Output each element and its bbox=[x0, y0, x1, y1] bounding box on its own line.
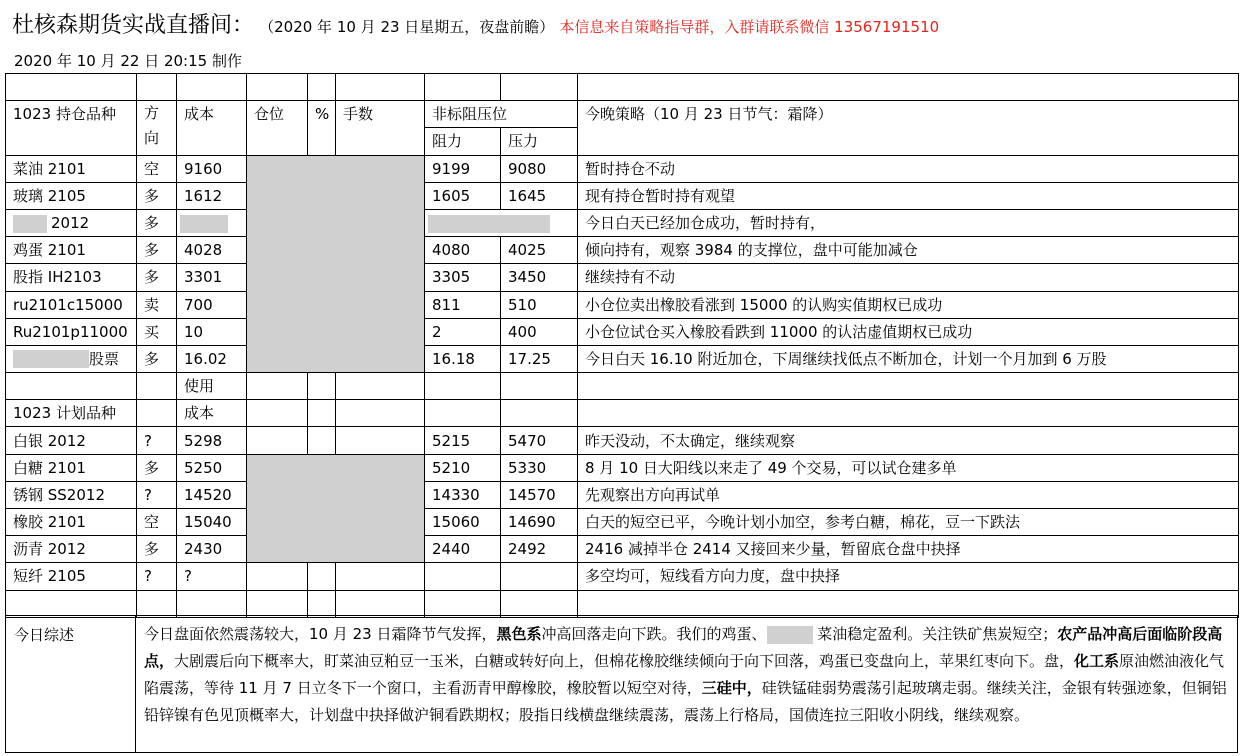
holding-cost: 16.02 bbox=[177, 345, 247, 372]
holding-cost: 9160 bbox=[177, 155, 247, 182]
table-row bbox=[6, 481, 1239, 508]
holding-cost: 1612 bbox=[177, 182, 247, 209]
daily-summary bbox=[5, 615, 1238, 753]
holding-pressure: 4025 bbox=[501, 237, 578, 264]
percent-header: % bbox=[308, 101, 336, 155]
plan-pressure: 5470 bbox=[501, 427, 578, 454]
plan-cost: ? bbox=[177, 563, 247, 590]
pressure-header: 压力 bbox=[501, 128, 578, 155]
cost-header: 成本 bbox=[177, 101, 247, 155]
plan-name: 短纤 2105 bbox=[6, 563, 137, 590]
holding-pressure: 3450 bbox=[501, 264, 578, 291]
plan-cost: 15040 bbox=[177, 509, 247, 536]
redacted-plan-block bbox=[247, 454, 425, 563]
position-header: 仓位 bbox=[247, 101, 308, 155]
table-row bbox=[6, 345, 1239, 372]
plan-cost: 5250 bbox=[177, 454, 247, 481]
table-row bbox=[6, 318, 1239, 345]
holding-direction: 多 bbox=[137, 345, 177, 372]
use-label: 使用 bbox=[177, 373, 247, 400]
plan-title: 1023 计划品种 bbox=[6, 400, 137, 427]
holding-strategy: 现有持仓暂时持有观望 bbox=[578, 182, 1239, 209]
resistance-header: 阻力 bbox=[425, 128, 501, 155]
nonstandard-header: 非标阻压位 bbox=[425, 101, 578, 128]
plan-cost: 14520 bbox=[177, 481, 247, 508]
table-row bbox=[6, 155, 1239, 182]
plan-direction: 多 bbox=[137, 454, 177, 481]
plan-header-row bbox=[6, 400, 1239, 427]
holding-strategy: 暂时持仓不动 bbox=[578, 155, 1239, 182]
table-row bbox=[6, 264, 1239, 291]
holding-strategy: 倾向持有，观察 3984 的支撑位，盘中可能加减仓 bbox=[578, 237, 1239, 264]
redacted-name bbox=[13, 350, 89, 368]
holding-strategy: 继续持有不动 bbox=[578, 264, 1239, 291]
holding-direction: 多 bbox=[137, 209, 177, 236]
plan-pressure: 2492 bbox=[501, 536, 578, 563]
holding-pressure: 17.25 bbox=[501, 345, 578, 372]
holding-cost: 700 bbox=[177, 291, 247, 318]
holding-name: Ru2101p11000 bbox=[6, 318, 137, 345]
plan-direction: 空 bbox=[137, 509, 177, 536]
summary-part: 硅铁锰硅弱势震荡引起玻璃走弱。继续关注，金银有转强迹象，但铜铝铅锌镍有色见顶概率大，计划盘中抉择做沪铜看跌期权；股指日线横盘继续震荡，震荡上行格局，国债连拉三阳收小阴线，继续观察。 bbox=[144, 679, 1227, 724]
holding-direction: 空 bbox=[137, 155, 177, 182]
holding-name: ru2101c15000 bbox=[6, 291, 137, 318]
holding-levels-cell bbox=[425, 209, 578, 236]
redacted-levels bbox=[428, 215, 550, 233]
plan-resistance: 14330 bbox=[425, 481, 501, 508]
summary-bold: 农产品冲高后面临阶段高点， bbox=[144, 625, 1223, 670]
plan-strategy: 昨天没动，不太确定，继续观察 bbox=[578, 427, 1239, 454]
plan-pressure bbox=[501, 563, 578, 590]
strategy-header: 今晚策略（10 月 23 日节气：霜降） bbox=[578, 101, 1239, 155]
holding-direction: 多 bbox=[137, 264, 177, 291]
summary-part: 今日盘面依然震荡较大，10 月 23 日霜降节气发挥， bbox=[144, 625, 497, 643]
holding-name: 股票 bbox=[89, 349, 120, 368]
holding-cost-cell bbox=[177, 209, 247, 236]
page-header bbox=[12, 8, 939, 39]
table-row bbox=[6, 427, 1239, 454]
lots-header: 手数 bbox=[336, 101, 425, 155]
holding-resistance: 2 bbox=[425, 318, 501, 345]
redacted-name bbox=[13, 215, 47, 233]
holding-pressure: 1645 bbox=[501, 182, 578, 209]
plan-strategy: 先观察出方向再试单 bbox=[578, 481, 1239, 508]
plan-direction: ? bbox=[137, 481, 177, 508]
page-title: 杜核森期货实战直播间： bbox=[12, 13, 255, 38]
plan-resistance: 2440 bbox=[425, 536, 501, 563]
holding-name: 2012 bbox=[51, 214, 90, 233]
holding-strategy: 今日白天已经加仓成功，暂时持有， bbox=[578, 209, 1239, 236]
plan-strategy: 8 月 10 日大阳线以来走了 49 个交易，可以试仓建多单 bbox=[578, 454, 1239, 481]
table-row bbox=[6, 209, 1239, 236]
table-row bbox=[6, 291, 1239, 318]
holding-cost: 4028 bbox=[177, 237, 247, 264]
holding-resistance: 9199 bbox=[425, 155, 501, 182]
holding-name: 玻璃 2105 bbox=[6, 182, 137, 209]
plan-name: 白银 2012 bbox=[6, 427, 137, 454]
holding-pressure: 510 bbox=[501, 291, 578, 318]
redacted-commodity bbox=[767, 626, 813, 644]
holding-name: 股指 IH2103 bbox=[6, 264, 137, 291]
summary-bold: 黑色系 bbox=[496, 625, 542, 643]
holding-direction: 多 bbox=[137, 182, 177, 209]
holding-resistance: 1605 bbox=[425, 182, 501, 209]
holding-direction: 卖 bbox=[137, 291, 177, 318]
plan-direction: ? bbox=[137, 563, 177, 590]
holding-cost: 3301 bbox=[177, 264, 247, 291]
plan-pressure: 14690 bbox=[501, 509, 578, 536]
strategy-table bbox=[5, 73, 1239, 618]
holding-title: 1023 持仓品种 bbox=[6, 101, 137, 155]
plan-cost-header: 成本 bbox=[177, 400, 247, 427]
plan-resistance: 5210 bbox=[425, 454, 501, 481]
holding-name: 鸡蛋 2101 bbox=[6, 237, 137, 264]
summary-bold: 三硅中， bbox=[701, 679, 762, 697]
plan-strategy: 白天的短空已平，今晚计划小加空，参考白糖，棉花，豆一下跌法 bbox=[578, 509, 1239, 536]
plan-cost: 2430 bbox=[177, 536, 247, 563]
holding-resistance: 4080 bbox=[425, 237, 501, 264]
plan-direction: 多 bbox=[137, 536, 177, 563]
summary-part: 冲高回落走向下跌。我们的鸡蛋、 bbox=[541, 625, 767, 643]
holding-resistance: 3305 bbox=[425, 264, 501, 291]
summary-part: 大剧震后向下概率大，盯菜油豆粕豆一玉米，白糖或转好向上，但棉花橡胶继续倾向于向下回落，鸡蛋已变盘向上，苹果红枣向下。盘， bbox=[174, 652, 1075, 670]
direction-header: 方 向 bbox=[137, 101, 177, 155]
plan-resistance: 5215 bbox=[425, 427, 501, 454]
table-row-blank bbox=[6, 74, 1239, 101]
plan-strategy: 2416 减掉半仓 2414 又接回来少量，暂留底仓盘中抉择 bbox=[578, 536, 1239, 563]
table-row-blank bbox=[6, 590, 1239, 617]
summary-label: 今日综述 bbox=[14, 626, 75, 644]
date-note: （2020 年 10 月 23 日星期五，夜盘前瞻） bbox=[259, 18, 555, 36]
holding-name-cell bbox=[6, 209, 137, 236]
table-row bbox=[6, 454, 1239, 481]
plan-pressure: 14570 bbox=[501, 481, 578, 508]
holding-pressure: 400 bbox=[501, 318, 578, 345]
table-row bbox=[6, 509, 1239, 536]
summary-part: 原油燃油液化气陷震荡，等待 11 月 7 日立冬下一个窗口，主看沥青甲醇橡胶，橡胶暂以短空对待， bbox=[144, 652, 1225, 697]
plan-name: 沥青 2012 bbox=[6, 536, 137, 563]
holding-strategy: 今日白天 16.10 附近加仓，下周继续找低点不断加仓，计划一个月加到 6 万股 bbox=[578, 345, 1239, 372]
summary-divider bbox=[135, 616, 136, 752]
table-row bbox=[6, 237, 1239, 264]
table-row-use bbox=[6, 373, 1239, 400]
plan-resistance: 15060 bbox=[425, 509, 501, 536]
plan-name: 锈钢 SS2012 bbox=[6, 481, 137, 508]
plan-strategy: 多空均可，短线看方向力度，盘中抉择 bbox=[578, 563, 1239, 590]
plan-direction: ? bbox=[137, 427, 177, 454]
holding-pressure: 9080 bbox=[501, 155, 578, 182]
holding-resistance: 811 bbox=[425, 291, 501, 318]
redacted-cost bbox=[180, 215, 228, 233]
source-note: 本信息来自策略指导群，入群请联系微信 13567191510 bbox=[559, 18, 940, 36]
holding-name: 菜油 2101 bbox=[6, 155, 137, 182]
plan-name: 橡胶 2101 bbox=[6, 509, 137, 536]
plan-pressure: 5330 bbox=[501, 454, 578, 481]
made-time: 2020 年 10 月 22 日 20:15 制作 bbox=[14, 52, 242, 70]
holding-strategy: 小仓位卖出橡胶看涨到 15000 的认购实值期权已成功 bbox=[578, 291, 1239, 318]
summary-bold: 化工系 bbox=[1074, 652, 1120, 670]
summary-text bbox=[144, 621, 1231, 729]
table-row bbox=[6, 563, 1239, 590]
holding-direction: 多 bbox=[137, 237, 177, 264]
summary-part: 菜油稳定盈利。关注铁矿焦炭短空； bbox=[812, 625, 1058, 643]
plan-name: 白糖 2101 bbox=[6, 454, 137, 481]
table-row bbox=[6, 536, 1239, 563]
holding-strategy: 小仓位试仓买入橡胶看跌到 11000 的认沽虚值期权已成功 bbox=[578, 318, 1239, 345]
holding-resistance: 16.18 bbox=[425, 345, 501, 372]
plan-cost: 5298 bbox=[177, 427, 247, 454]
holding-name-cell bbox=[6, 345, 137, 372]
holding-cost: 10 bbox=[177, 318, 247, 345]
table-header-row bbox=[6, 101, 1239, 128]
redacted-position-block bbox=[247, 155, 425, 373]
table-row bbox=[6, 182, 1239, 209]
plan-resistance bbox=[425, 563, 501, 590]
holding-direction: 买 bbox=[137, 318, 177, 345]
